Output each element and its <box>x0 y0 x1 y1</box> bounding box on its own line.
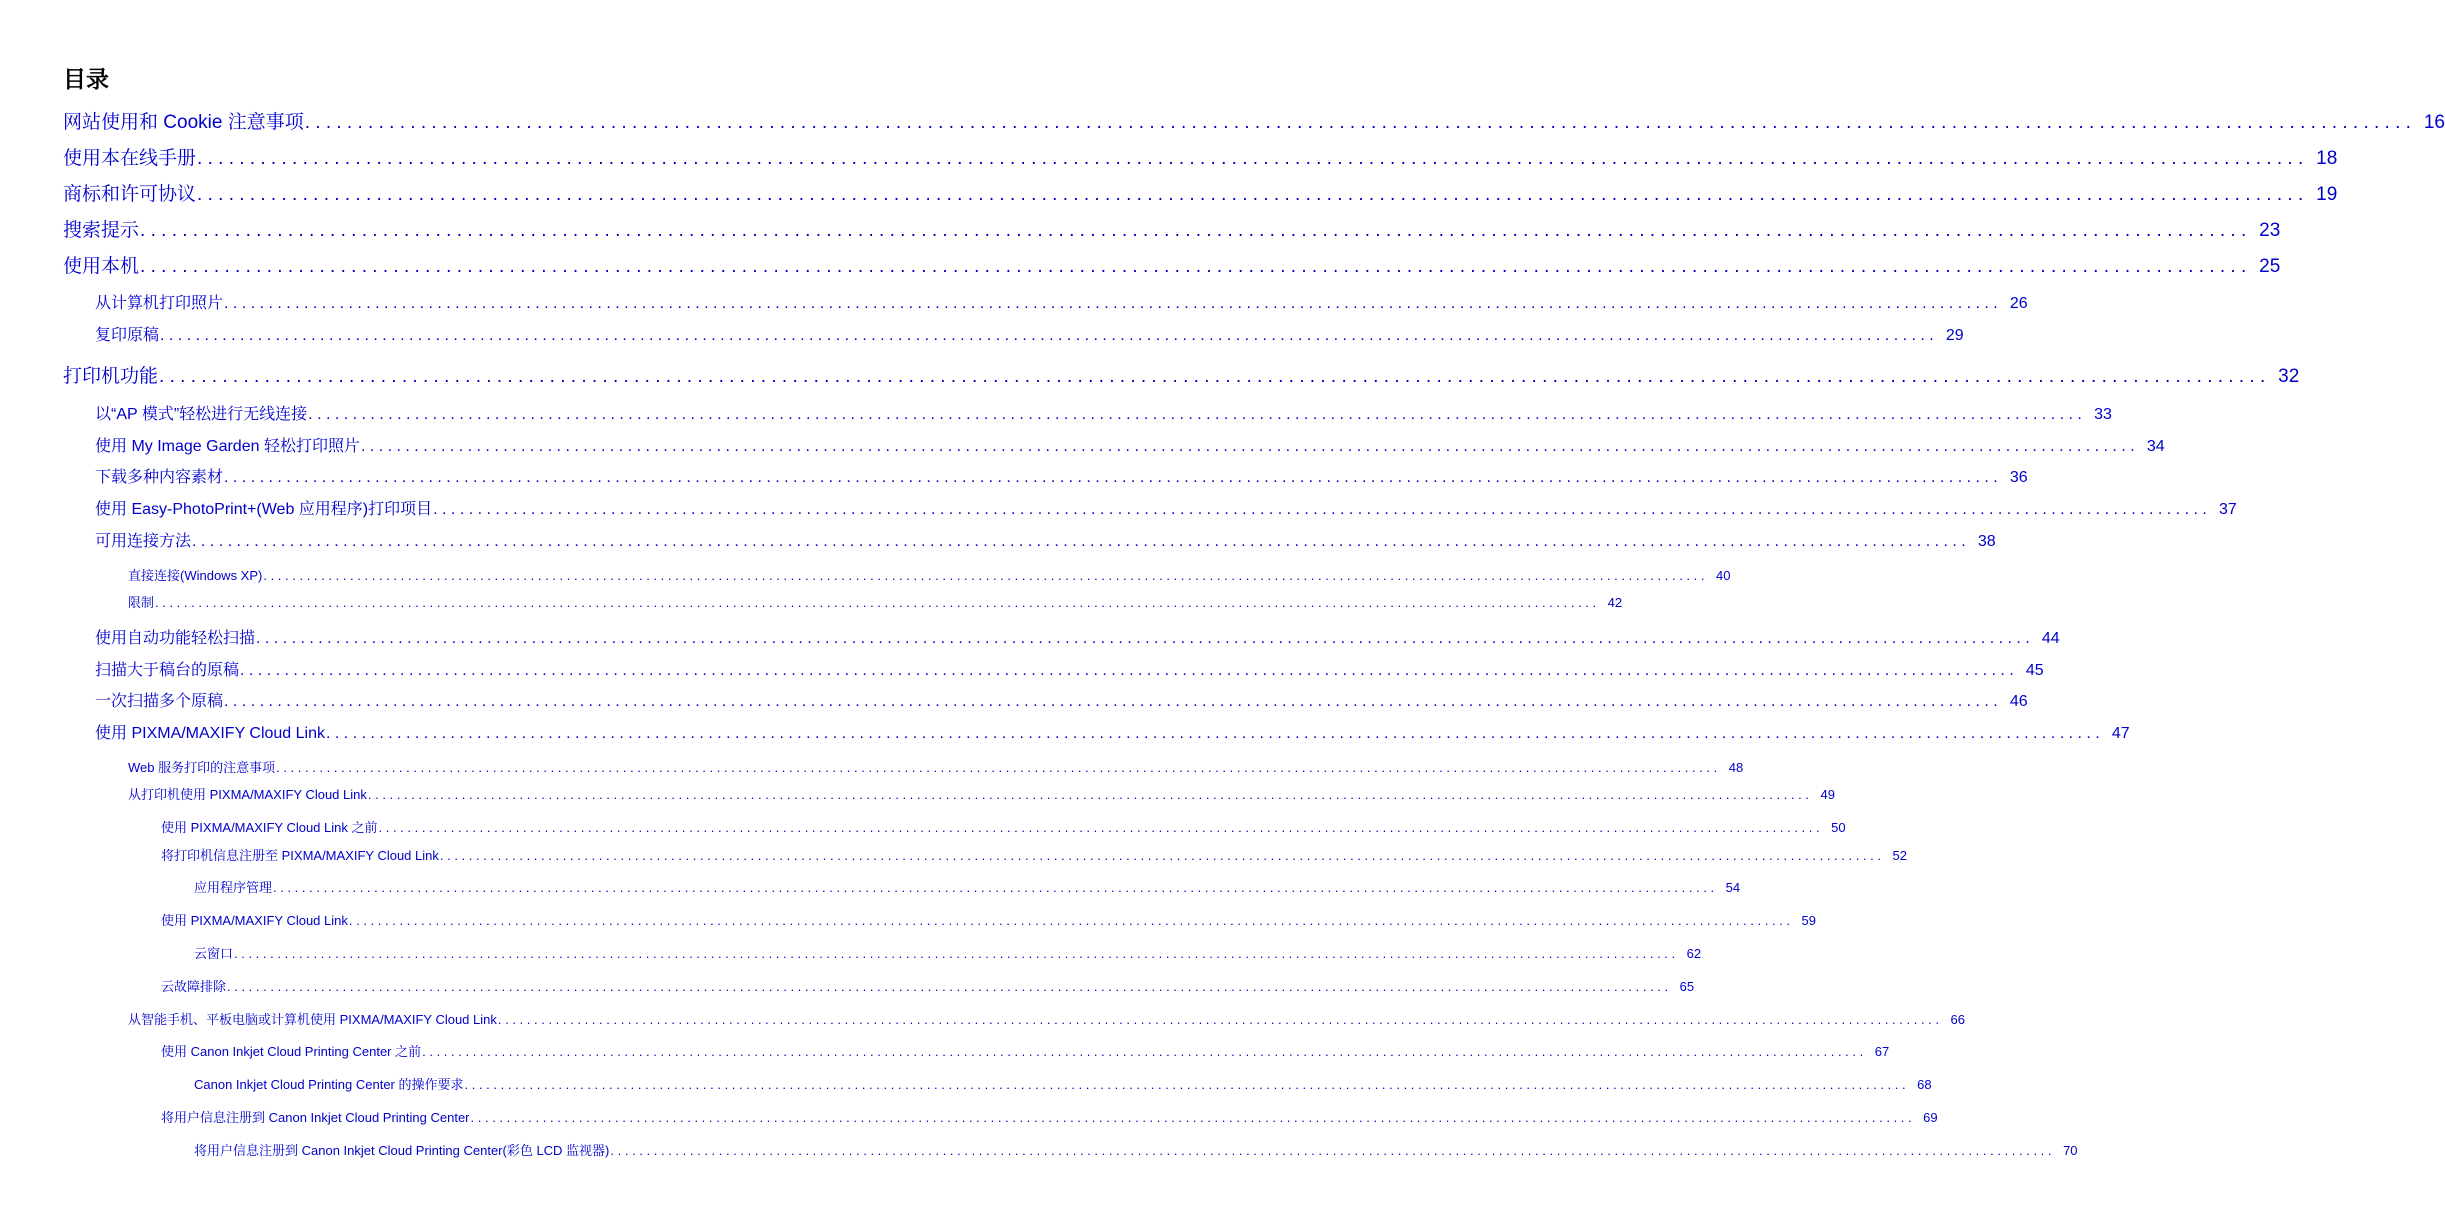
toc-entry-title: 从打印机使用 PIXMA/MAXIFY Cloud Link <box>128 787 367 802</box>
toc-entry-level-3[interactable] <box>128 565 1731 584</box>
dot-leader: . . . . . . . . . . . . . . . . . . . . . . . . . . . . . . . . . . . . . . . . . . . . . . . . . . . . . . . . . . . . . . . . . . . . . . . . . . . . . . . . . . . . . . . . . . . . . . . . . . . . . . . . . . . . . . . . . . . . . . . . . . . . . . . . . . . . . . . . . . . . . . . . . . . . . . . . . . . . . . . . . . . . . . . . . . . . . . . . . . . . . . . . . . . . . . . . . . . . . . . . <box>224 295 1998 312</box>
toc-entry-title: 云故障排除 <box>161 979 227 994</box>
dot-leader: . . . . . . . . . . . . . . . . . . . . . . . . . . . . . . . . . . . . . . . . . . . . . . . . . . . . . . . . . . . . . . . . . . . . . . . . . . . . . . . . . . . . . . . . . . . . . . . . . . . . . . . . . . . . . . . . . . . . . . . . . . . . . . . . . . . . . . . . . . . . . . . . . . . . . . . . . . . . . . . . . . . . . . . . . . . . . . . . . . . . . . . . . . . . . . . . . . . . . . . . <box>227 979 1669 994</box>
toc-entry-title: 使用 Canon Inkjet Cloud Printing Center 之前 <box>161 1044 422 1059</box>
toc-entry-level-1[interactable] <box>63 215 2281 242</box>
toc-entry-title: 网站使用和 Cookie 注意事项 <box>63 112 304 133</box>
dot-leader: . . . . . . . . . . . . . . . . . . . . . . . . . . . . . . . . . . . . . . . . . . . . . . . . . . . . . . . . . . . . . . . . . . . . . . . . . . . . . . . . . . . . . . . . . . . . . . . . . . . . . . . . . . . . . . . . . . . . . . . . . . . . . . . . . . . . . . . . . . . . . . . . . . . . . . . . . . . . . . . . . . . . . . . . . . . . . . . . . . . . . . . . . . . . . . . . . . . . . . . . <box>192 533 1966 550</box>
dot-leader: . . . . . . . . . . . . . . . . . . . . . . . . . . . . . . . . . . . . . . . . . . . . . . . . . . . . . . . . . . . . . . . . . . . . . . . . . . . . . . . . . . . . . . . . . . . . . . . . . . . . . . . . . . . . . . . . . . . . . . . . . . . . . . . . . . . . . . . . . . . . . . . . . . . . . . . . . . . . . . . . . . . . . . . . . . . . . . . . . . . . . . . . . . . . . . . . . . . . . . . . <box>304 112 2411 133</box>
toc-entry-title: 商标和许可协议 <box>63 184 197 205</box>
toc-entry-level-2[interactable] <box>95 433 2165 456</box>
toc-entry-page-number: 34 <box>2146 438 2165 455</box>
toc-entry-title: 将用户信息注册到 Canon Inkjet Cloud Printing Center <box>161 1110 470 1125</box>
dot-leader: . . . . . . . . . . . . . . . . . . . . . . . . . . . . . . . . . . . . . . . . . . . . . . . . . . . . . . . . . . . . . . . . . . . . . . . . . . . . . . . . . . . . . . . . . . . . . . . . . . . . . . . . . . . . . . . . . . . . . . . . . . . . . . . . . . . . . . . . . . . . . . . . . . . . . . . . . . . . . . . . . . . . . . . . . . . . . . . . . . . . . . . . . . . . . . . . . . . . . . . . <box>197 184 2304 205</box>
toc-entry-page-number: 47 <box>2111 725 2130 742</box>
dot-leader: . . . . . . . . . . . . . . . . . . . . . . . . . . . . . . . . . . . . . . . . . . . . . . . . . . . . . . . . . . . . . . . . . . . . . . . . . . . . . . . . . . . . . . . . . . . . . . . . . . . . . . . . . . . . . . . . . . . . . . . . . . . . . . . . . . . . . . . . . . . . . . . . . . . . . . . . . . . . . . . . . . . . . . . . . . . . . . . . . . . . . . . . . . . . . . . . . . . . . . . . <box>610 1143 2052 1158</box>
toc-entry-page-number: 50 <box>1831 820 1846 835</box>
toc-entry-page-number: 59 <box>1801 913 1817 928</box>
toc-entry-level-2[interactable] <box>95 464 2028 487</box>
dot-leader: . . . . . . . . . . . . . . . . . . . . . . . . . . . . . . . . . . . . . . . . . . . . . . . . . . . . . . . . . . . . . . . . . . . . . . . . . . . . . . . . . . . . . . . . . . . . . . . . . . . . . . . . . . . . . . . . . . . . . . . . . . . . . . . . . . . . . . . . . . . . . . . . . . . . . . . . . . . . . . . . . . . . . . . . . . . . . . . . . . . . . . . . . . . . . . . . . . . . . . . . <box>155 595 1597 610</box>
dot-leader: . . . . . . . . . . . . . . . . . . . . . . . . . . . . . . . . . . . . . . . . . . . . . . . . . . . . . . . . . . . . . . . . . . . . . . . . . . . . . . . . . . . . . . . . . . . . . . . . . . . . . . . . . . . . . . . . . . . . . . . . . . . . . . . . . . . . . . . . . . . . . . . . . . . . . . . . . . . . . . . . . . . . . . . . . . . . . . . . . . . . . . . . . . . . . . . . . . . . . . . . <box>263 568 1705 583</box>
toc-entry-page-number: 19 <box>2316 184 2338 205</box>
toc-entry-level-2[interactable] <box>95 657 2044 680</box>
dot-leader: . . . . . . . . . . . . . . . . . . . . . . . . . . . . . . . . . . . . . . . . . . . . . . . . . . . . . . . . . . . . . . . . . . . . . . . . . . . . . . . . . . . . . . . . . . . . . . . . . . . . . . . . . . . . . . . . . . . . . . . . . . . . . . . . . . . . . . . . . . . . . . . . . . . . . . . . . . . . . . . . . . . . . . . . . . . . . . . . . . . . . . . . . . . . . . . . . . . . . . . . <box>439 848 1882 863</box>
toc-entry-title: 打印机功能 <box>63 366 159 387</box>
toc-entry-title: 使用 PIXMA/MAXIFY Cloud Link 之前 <box>161 820 378 835</box>
toc-entry-level-4[interactable] <box>161 817 1846 836</box>
toc-entry-page-number: 23 <box>2259 220 2281 241</box>
toc-entry-page-number: 18 <box>2316 148 2338 169</box>
toc-entry-level-5[interactable] <box>194 877 1741 896</box>
toc-entry-page-number: 29 <box>1945 327 1964 344</box>
dot-leader: . . . . . . . . . . . . . . . . . . . . . . . . . . . . . . . . . . . . . . . . . . . . . . . . . . . . . . . . . . . . . . . . . . . . . . . . . . . . . . . . . . . . . . . . . . . . . . . . . . . . . . . . . . . . . . . . . . . . . . . . . . . . . . . . . . . . . . . . . . . . . . . . . . . . . . . . . . . . . . . . . . . . . . . . . . . . . . . . . . . . . . . . . . . . . . . . . . . . . . . . <box>348 913 1791 928</box>
toc-entry-title: 将打印机信息注册至 PIXMA/MAXIFY Cloud Link <box>161 848 439 863</box>
toc-entry-page-number: 42 <box>1607 595 1623 610</box>
dot-leader: . . . . . . . . . . . . . . . . . . . . . . . . . . . . . . . . . . . . . . . . . . . . . . . . . . . . . . . . . . . . . . . . . . . . . . . . . . . . . . . . . . . . . . . . . . . . . . . . . . . . . . . . . . . . . . . . . . . . . . . . . . . . . . . . . . . . . . . . . . . . . . . . . . . . . . . . . . . . . . . . . . . . . . . . . . . . . . . . . . . . . . . . . . . . . . . . . . . . . . . . <box>140 220 2247 241</box>
dot-leader: . . . . . . . . . . . . . . . . . . . . . . . . . . . . . . . . . . . . . . . . . . . . . . . . . . . . . . . . . . . . . . . . . . . . . . . . . . . . . . . . . . . . . . . . . . . . . . . . . . . . . . . . . . . . . . . . . . . . . . . . . . . . . . . . . . . . . . . . . . . . . . . . . . . . . . . . . . . . . . . . . . . . . . . . . . . . . . . . . . . . . . . . . . . . . . . . . . . . . . . . <box>197 148 2304 169</box>
toc-entry-title: 以“AP 模式”轻松进行无线连接 <box>95 406 308 423</box>
toc-entry-page-number: 70 <box>2063 1143 2078 1158</box>
toc-entry-page-number: 49 <box>1820 787 1836 802</box>
toc-entry-page-number: 38 <box>1977 533 1996 550</box>
toc-entry-title: 扫描大于稿台的原稿 <box>95 662 240 679</box>
toc-entry-title: 使用本机 <box>63 256 140 277</box>
toc-entry-page-number: 26 <box>2009 295 2028 312</box>
toc-entry-title: Canon Inkjet Cloud Printing Center 的操作要求 <box>194 1077 464 1092</box>
dot-leader: . . . . . . . . . . . . . . . . . . . . . . . . . . . . . . . . . . . . . . . . . . . . . . . . . . . . . . . . . . . . . . . . . . . . . . . . . . . . . . . . . . . . . . . . . . . . . . . . . . . . . . . . . . . . . . . . . . . . . . . . . . . . . . . . . . . . . . . . . . . . . . . . . . . . . . . . . . . . . . . . . . . . . . . . . . . . . . . . . . . . . . . . . . . . . . . . . . . . . . . . <box>308 406 2082 423</box>
toc-entry-title: 云窗口 <box>194 946 234 961</box>
toc-entry-page-number: 66 <box>1950 1012 1966 1027</box>
toc-entry-page-number: 37 <box>2219 501 2237 518</box>
toc-entry-title: 使用 PIXMA/MAXIFY Cloud Link <box>95 725 326 742</box>
toc-entry-level-2[interactable] <box>95 290 2028 313</box>
toc-entry-title: Web 服务打印的注意事项 <box>128 760 276 775</box>
toc-entry-title: 使用 Easy-PhotoPrint+(Web 应用程序)打印项目 <box>95 501 433 518</box>
dot-leader: . . . . . . . . . . . . . . . . . . . . . . . . . . . . . . . . . . . . . . . . . . . . . . . . . . . . . . . . . . . . . . . . . . . . . . . . . . . . . . . . . . . . . . . . . . . . . . . . . . . . . . . . . . . . . . . . . . . . . . . . . . . . . . . . . . . . . . . . . . . . . . . . . . . . . . . . . . . . . . . . . . . . . . . . . . . . . . . . . . . . . . . . . . . . . . . . . . . . . . . . <box>433 501 2207 518</box>
toc-entry-level-2[interactable] <box>95 625 2060 648</box>
toc-entry-title: 直接连接(Windows XP) <box>128 568 263 583</box>
toc-entry-level-4[interactable] <box>161 1041 1890 1060</box>
toc-entry-title: 从计算机打印照片 <box>95 295 224 312</box>
dot-leader: . . . . . . . . . . . . . . . . . . . . . . . . . . . . . . . . . . . . . . . . . . . . . . . . . . . . . . . . . . . . . . . . . . . . . . . . . . . . . . . . . . . . . . . . . . . . . . . . . . . . . . . . . . . . . . . . . . . . . . . . . . . . . . . . . . . . . . . . . . . . . . . . . . . . . . . . . . . . . . . . . . . . . . . . . . . . . . . . . . . . . . . . . . . . . . . . . . . . . . . . <box>276 760 1718 775</box>
toc-entry-page-number: 54 <box>1725 880 1741 895</box>
toc-entry-page-number: 52 <box>1892 848 1908 863</box>
toc-entry-title: 使用 My Image Garden 轻松打印照片 <box>95 438 360 455</box>
toc-entry-page-number: 62 <box>1686 946 1702 961</box>
toc-entry-title: 使用 PIXMA/MAXIFY Cloud Link <box>161 913 348 928</box>
toc-entry-level-4[interactable] <box>161 845 1908 864</box>
toc-entry-level-1[interactable] <box>63 107 2445 134</box>
toc-entry-level-2[interactable] <box>95 720 2130 743</box>
dot-leader: . . . . . . . . . . . . . . . . . . . . . . . . . . . . . . . . . . . . . . . . . . . . . . . . . . . . . . . . . . . . . . . . . . . . . . . . . . . . . . . . . . . . . . . . . . . . . . . . . . . . . . . . . . . . . . . . . . . . . . . . . . . . . . . . . . . . . . . . . . . . . . . . . . . . . . . . . . . . . . . . . . . . . . . . . . . . . . . . . . . . . . . . . . . . . . . . . . . . . . . . <box>240 662 2014 679</box>
toc-entry-level-4[interactable] <box>161 976 1695 995</box>
dot-leader: . . . . . . . . . . . . . . . . . . . . . . . . . . . . . . . . . . . . . . . . . . . . . . . . . . . . . . . . . . . . . . . . . . . . . . . . . . . . . . . . . . . . . . . . . . . . . . . . . . . . . . . . . . . . . . . . . . . . . . . . . . . . . . . . . . . . . . . . . . . . . . . . . . . . . . . . . . . . . . . . . . . . . . . . . . . . . . . . . . . . . . . . . . . . . . . . . . . . . . . . <box>378 820 1820 835</box>
toc-entry-level-1[interactable] <box>63 179 2338 206</box>
dot-leader: . . . . . . . . . . . . . . . . . . . . . . . . . . . . . . . . . . . . . . . . . . . . . . . . . . . . . . . . . . . . . . . . . . . . . . . . . . . . . . . . . . . . . . . . . . . . . . . . . . . . . . . . . . . . . . . . . . . . . . . . . . . . . . . . . . . . . . . . . . . . . . . . . . . . . . . . . . . . . . . . . . . . . . . . . . . . . . . . . . . . . . . . . . . . . . . . . . . . . . . . <box>497 1012 1940 1027</box>
toc-entry-title: 限制 <box>128 595 155 610</box>
toc-entry-page-number: 46 <box>2009 693 2028 710</box>
toc-entry-page-number: 68 <box>1917 1077 1932 1092</box>
toc-entry-level-5[interactable] <box>194 1140 2078 1159</box>
toc-entry-level-5[interactable] <box>194 1074 1932 1093</box>
toc-entry-level-3[interactable] <box>128 592 1623 611</box>
toc-entry-level-3[interactable] <box>128 757 1744 776</box>
toc-entry-title: 下载多种内容素材 <box>95 469 224 486</box>
toc-entry-page-number: 36 <box>2009 469 2028 486</box>
toc-entry-page-number: 16 <box>2423 112 2445 133</box>
dot-leader: . . . . . . . . . . . . . . . . . . . . . . . . . . . . . . . . . . . . . . . . . . . . . . . . . . . . . . . . . . . . . . . . . . . . . . . . . . . . . . . . . . . . . . . . . . . . . . . . . . . . . . . . . . . . . . . . . . . . . . . . . . . . . . . . . . . . . . . . . . . . . . . . . . . . . . . . . . . . . . . . . . . . . . . . . . . . . . . . . . . . . . . . . . . . . . . . . . . . . . . . <box>159 366 2266 387</box>
toc-entry-page-number: 33 <box>2094 406 2112 423</box>
toc-entry-page-number: 45 <box>2025 662 2044 679</box>
toc-entry-level-2[interactable] <box>95 322 1964 345</box>
dot-leader: . . . . . . . . . . . . . . . . . . . . . . . . . . . . . . . . . . . . . . . . . . . . . . . . . . . . . . . . . . . . . . . . . . . . . . . . . . . . . . . . . . . . . . . . . . . . . . . . . . . . . . . . . . . . . . . . . . . . . . . . . . . . . . . . . . . . . . . . . . . . . . . . . . . . . . . . . . . . . . . . . . . . . . . . . . . . . . . . . . . . . . . . . . . . . . . . . . . . . . . . <box>326 725 2100 742</box>
dot-leader: . . . . . . . . . . . . . . . . . . . . . . . . . . . . . . . . . . . . . . . . . . . . . . . . . . . . . . . . . . . . . . . . . . . . . . . . . . . . . . . . . . . . . . . . . . . . . . . . . . . . . . . . . . . . . . . . . . . . . . . . . . . . . . . . . . . . . . . . . . . . . . . . . . . . . . . . . . . . . . . . . . . . . . . . . . . . . . . . . . . . . . . . . . . . . . . . . . . . . . . . <box>160 327 1934 344</box>
toc-entry-level-1[interactable] <box>63 361 2300 388</box>
toc-entry-page-number: 65 <box>1679 979 1695 994</box>
toc-entry-level-2[interactable] <box>95 688 2028 711</box>
toc-entry-level-1[interactable] <box>63 251 2281 278</box>
dot-leader: . . . . . . . . . . . . . . . . . . . . . . . . . . . . . . . . . . . . . . . . . . . . . . . . . . . . . . . . . . . . . . . . . . . . . . . . . . . . . . . . . . . . . . . . . . . . . . . . . . . . . . . . . . . . . . . . . . . . . . . . . . . . . . . . . . . . . . . . . . . . . . . . . . . . . . . . . . . . . . . . . . . . . . . . . . . . . . . . . . . . . . . . . . . . . . . . . . . . . . . . <box>224 693 1998 710</box>
dot-leader: . . . . . . . . . . . . . . . . . . . . . . . . . . . . . . . . . . . . . . . . . . . . . . . . . . . . . . . . . . . . . . . . . . . . . . . . . . . . . . . . . . . . . . . . . . . . . . . . . . . . . . . . . . . . . . . . . . . . . . . . . . . . . . . . . . . . . . . . . . . . . . . . . . . . . . . . . . . . . . . . . . . . . . . . . . . . . . . . . . . . . . . . . . . . . . . . . . . . . . . . <box>367 787 1810 802</box>
toc-entry-title: 搜索提示 <box>63 220 140 241</box>
toc-entry-page-number: 40 <box>1716 568 1731 583</box>
toc-entry-title: 应用程序管理 <box>194 880 273 895</box>
toc-entry-title: 使用自动功能轻松扫描 <box>95 630 256 647</box>
toc-entry-title: 将用户信息注册到 Canon Inkjet Cloud Printing Center(彩色 LCD 监视器) <box>194 1143 610 1158</box>
toc-entry-level-4[interactable] <box>161 910 1817 929</box>
page-title: 目录 <box>63 66 109 92</box>
dot-leader: . . . . . . . . . . . . . . . . . . . . . . . . . . . . . . . . . . . . . . . . . . . . . . . . . . . . . . . . . . . . . . . . . . . . . . . . . . . . . . . . . . . . . . . . . . . . . . . . . . . . . . . . . . . . . . . . . . . . . . . . . . . . . . . . . . . . . . . . . . . . . . . . . . . . . . . . . . . . . . . . . . . . . . . . . . . . . . . . . . . . . . . . . . . . . . . . . . . . . . . . <box>273 880 1715 895</box>
toc-entry-page-number: 44 <box>2041 630 2060 647</box>
toc-entry-title: 使用本在线手册 <box>63 148 197 169</box>
toc-entry-page-number: 48 <box>1728 760 1744 775</box>
toc-entry-level-3[interactable] <box>128 784 1836 803</box>
toc-entry-level-2[interactable] <box>95 528 1996 551</box>
toc-entry-level-5[interactable] <box>194 943 1702 962</box>
dot-leader: . . . . . . . . . . . . . . . . . . . . . . . . . . . . . . . . . . . . . . . . . . . . . . . . . . . . . . . . . . . . . . . . . . . . . . . . . . . . . . . . . . . . . . . . . . . . . . . . . . . . . . . . . . . . . . . . . . . . . . . . . . . . . . . . . . . . . . . . . . . . . . . . . . . . . . . . . . . . . . . . . . . . . . . . . . . . . . . . . . . . . . . . . . . . . . . . . . . . . . . . <box>234 946 1676 961</box>
toc-entry-level-1[interactable] <box>63 143 2338 170</box>
toc-entry-level-2[interactable] <box>95 401 2112 424</box>
toc-entry-title: 复印原稿 <box>95 327 160 344</box>
dot-leader: . . . . . . . . . . . . . . . . . . . . . . . . . . . . . . . . . . . . . . . . . . . . . . . . . . . . . . . . . . . . . . . . . . . . . . . . . . . . . . . . . . . . . . . . . . . . . . . . . . . . . . . . . . . . . . . . . . . . . . . . . . . . . . . . . . . . . . . . . . . . . . . . . . . . . . . . . . . . . . . . . . . . . . . . . . . . . . . . . . . . . . . . . . . . . . . . . . . . . . . . <box>224 469 1998 486</box>
toc-entry-level-3[interactable] <box>128 1009 1966 1028</box>
toc-entry-title: 从智能手机、平板电脑或计算机使用 PIXMA/MAXIFY Cloud Link <box>128 1012 497 1027</box>
toc-entry-page-number: 32 <box>2278 366 2300 387</box>
dot-leader: . . . . . . . . . . . . . . . . . . . . . . . . . . . . . . . . . . . . . . . . . . . . . . . . . . . . . . . . . . . . . . . . . . . . . . . . . . . . . . . . . . . . . . . . . . . . . . . . . . . . . . . . . . . . . . . . . . . . . . . . . . . . . . . . . . . . . . . . . . . . . . . . . . . . . . . . . . . . . . . . . . . . . . . . . . . . . . . . . . . . . . . . . . . . . . . . . . . . . . . . <box>140 256 2247 277</box>
dot-leader: . . . . . . . . . . . . . . . . . . . . . . . . . . . . . . . . . . . . . . . . . . . . . . . . . . . . . . . . . . . . . . . . . . . . . . . . . . . . . . . . . . . . . . . . . . . . . . . . . . . . . . . . . . . . . . . . . . . . . . . . . . . . . . . . . . . . . . . . . . . . . . . . . . . . . . . . . . . . . . . . . . . . . . . . . . . . . . . . . . . . . . . . . . . . . . . . . . . . . . . . <box>256 630 2030 647</box>
toc-entry-title: 可用连接方法 <box>95 533 192 550</box>
toc-entry-page-number: 67 <box>1874 1044 1890 1059</box>
toc-entry-page-number: 25 <box>2259 256 2281 277</box>
toc-entry-level-4[interactable] <box>161 1107 1938 1126</box>
dot-leader: . . . . . . . . . . . . . . . . . . . . . . . . . . . . . . . . . . . . . . . . . . . . . . . . . . . . . . . . . . . . . . . . . . . . . . . . . . . . . . . . . . . . . . . . . . . . . . . . . . . . . . . . . . . . . . . . . . . . . . . . . . . . . . . . . . . . . . . . . . . . . . . . . . . . . . . . . . . . . . . . . . . . . . . . . . . . . . . . . . . . . . . . . . . . . . . . . . . . . . . . <box>422 1044 1864 1059</box>
dot-leader: . . . . . . . . . . . . . . . . . . . . . . . . . . . . . . . . . . . . . . . . . . . . . . . . . . . . . . . . . . . . . . . . . . . . . . . . . . . . . . . . . . . . . . . . . . . . . . . . . . . . . . . . . . . . . . . . . . . . . . . . . . . . . . . . . . . . . . . . . . . . . . . . . . . . . . . . . . . . . . . . . . . . . . . . . . . . . . . . . . . . . . . . . . . . . . . . . . . . . . . . <box>470 1110 1912 1125</box>
dot-leader: . . . . . . . . . . . . . . . . . . . . . . . . . . . . . . . . . . . . . . . . . . . . . . . . . . . . . . . . . . . . . . . . . . . . . . . . . . . . . . . . . . . . . . . . . . . . . . . . . . . . . . . . . . . . . . . . . . . . . . . . . . . . . . . . . . . . . . . . . . . . . . . . . . . . . . . . . . . . . . . . . . . . . . . . . . . . . . . . . . . . . . . . . . . . . . . . . . . . . . . . <box>464 1077 1906 1092</box>
dot-leader: . . . . . . . . . . . . . . . . . . . . . . . . . . . . . . . . . . . . . . . . . . . . . . . . . . . . . . . . . . . . . . . . . . . . . . . . . . . . . . . . . . . . . . . . . . . . . . . . . . . . . . . . . . . . . . . . . . . . . . . . . . . . . . . . . . . . . . . . . . . . . . . . . . . . . . . . . . . . . . . . . . . . . . . . . . . . . . . . . . . . . . . . . . . . . . . . . . . . . . . . <box>360 438 2135 455</box>
toc-entry-level-2[interactable] <box>95 496 2237 519</box>
toc-entry-page-number: 69 <box>1923 1110 1938 1125</box>
toc-entry-title: 一次扫描多个原稿 <box>95 693 224 710</box>
